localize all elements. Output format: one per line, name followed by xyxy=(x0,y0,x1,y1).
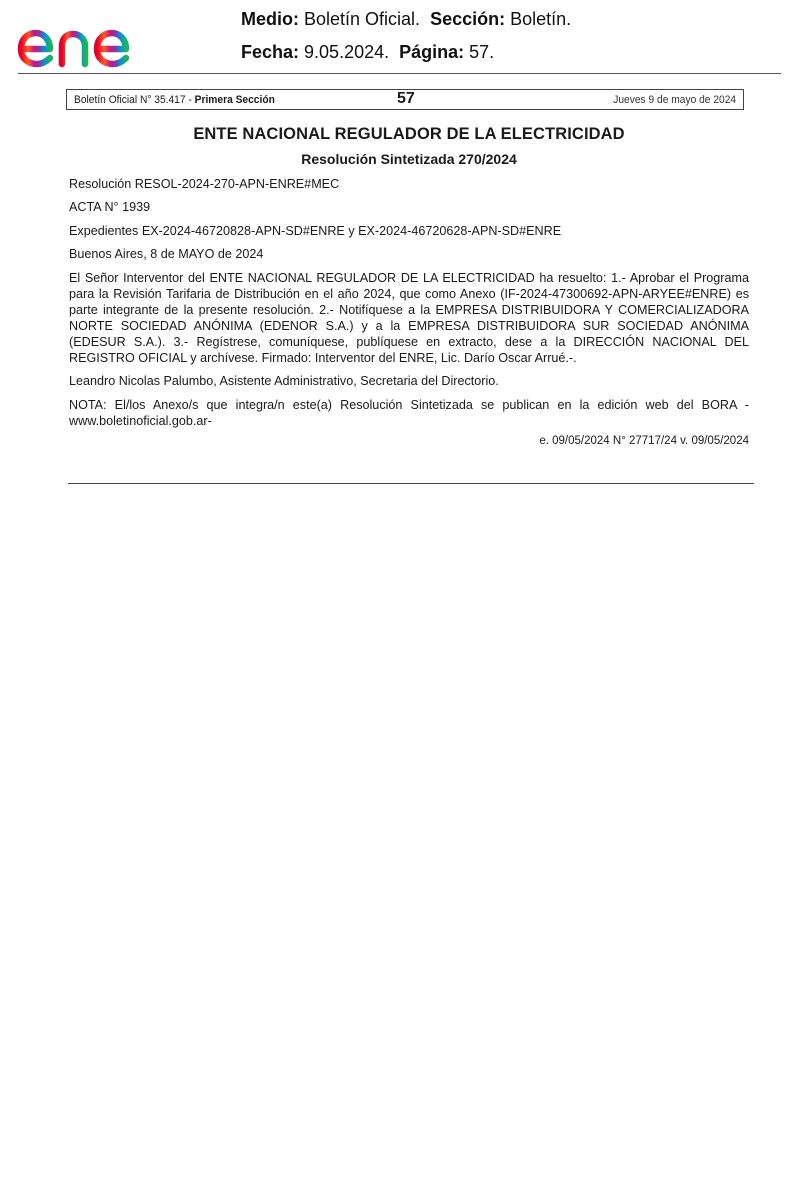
document-title: ENTE NACIONAL REGULADOR DE LA ELECTRICIDAD xyxy=(193,125,625,143)
clipping-fecha-pagina xyxy=(241,42,494,63)
medio-label: Medio: xyxy=(241,9,299,29)
bulletin-issue xyxy=(74,94,275,106)
signatory: Leandro Nicolas Palumbo, Asistente Administrativo, Secretaria del Directorio. xyxy=(69,374,499,388)
bulletin-header xyxy=(66,89,744,110)
place-date: Buenos Aires, 8 de MAYO de 2024 xyxy=(69,247,264,261)
pagina-value: 57. xyxy=(464,42,495,62)
end-divider xyxy=(68,483,754,484)
acta-number: ACTA N° 1939 xyxy=(69,200,151,214)
publication-reference: e. 09/05/2024 N° 27717/24 v. 09/05/2024 xyxy=(539,435,749,447)
fecha-label: Fecha: xyxy=(241,42,300,62)
medio-value: Boletín Oficial. xyxy=(299,9,421,29)
bulletin-date: Jueves 9 de mayo de 2024 xyxy=(613,94,736,106)
bulletin-issue-number: Boletín Oficial N° 35.417 - xyxy=(74,94,192,106)
bulletin-page-number: 57 xyxy=(397,90,415,107)
fecha-value: 9.05.2024. xyxy=(299,42,390,62)
enel-logo xyxy=(16,8,178,70)
document-subtitle: Resolución Sintetizada 270/2024 xyxy=(301,151,517,167)
nota: NOTA: El/los Anexo/s que integra/n este(a) Resolución Sintetizada se publican en la edición web del BORA -www.boletinoficial.gob.ar- xyxy=(69,398,749,428)
clipping-medio-seccion xyxy=(241,9,571,30)
resolution-body: El Señor Interventor del ENTE NACIONAL REGULADOR DE LA ELECTRICIDAD ha resuelto: 1.- Aprobar el Programa para la Revisión Tarifaria de Distribución en el año 2024, que como Anexo (IF-2024-47300692-APN-ARYEE#ENRE) es parte integrante de la presente resolución. 2.- Notifíquese a la EMPRESA DISTRIBUIDORA Y COMERCIALIZADORA NORTE SOCIEDAD ANÓNIMA (EDENOR S.A.) y a la EMPRESA DISTRIBUIDORA SUR SOCIEDAD ANÓNIMA (EDESUR S.A.). 3.- Regístrese, comuníquese, publíquese en extracto, dese a la DIRECCIÓN NACIONAL DEL REGISTRO OFICIAL y archívese. Firmado: Interventor del ENRE, Lic. Darío Oscar Arrué.-. xyxy=(69,271,749,365)
seccion-label: Sección: xyxy=(430,9,506,29)
pagina-label: Página: xyxy=(399,42,465,62)
resolution-number: Resolución RESOL-2024-270-APN-ENRE#MEC xyxy=(69,177,340,191)
header-divider xyxy=(18,73,781,74)
seccion-value: Boletín. xyxy=(505,9,572,29)
bulletin-section: Primera Sección xyxy=(191,94,275,106)
expedientes: Expedientes EX-2024-46720828-APN-SD#ENRE y EX-2024-46720628-APN-SD#ENRE xyxy=(69,224,562,238)
